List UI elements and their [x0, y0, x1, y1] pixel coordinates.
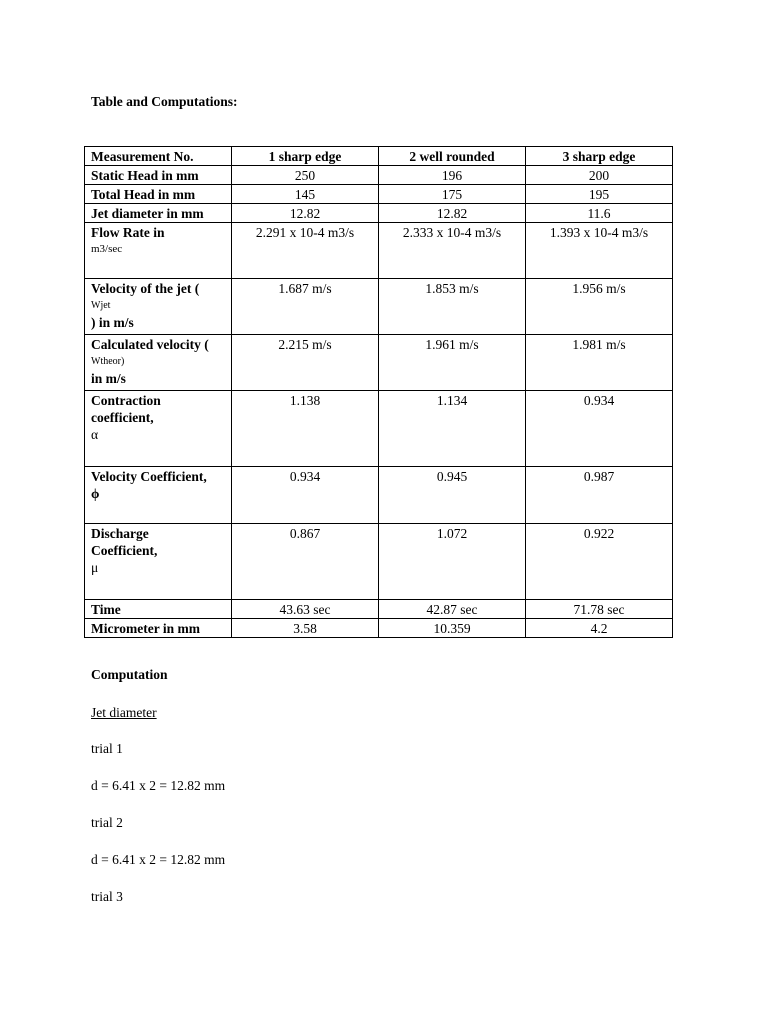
- jet-diameter-subtitle: Jet diameter: [91, 705, 157, 720]
- column-header: 2 well rounded: [379, 147, 526, 166]
- table-cell: 43.63 sec: [232, 600, 379, 619]
- table-cell: 250: [232, 166, 379, 185]
- row-label: Total Head in mm: [85, 185, 232, 204]
- table-row-calculated-velocity: [85, 335, 673, 391]
- table-cell: 0.934: [526, 391, 673, 467]
- table-row-contraction: [85, 391, 673, 467]
- row-label-line: in m/s: [91, 371, 126, 386]
- table-cell: 200: [526, 166, 673, 185]
- table-cell: 2.291 x 10-4 m3/s: [232, 223, 379, 279]
- row-label: [85, 223, 232, 279]
- column-header: 1 sharp edge: [232, 147, 379, 166]
- row-label-line: Calculated velocity (: [91, 337, 209, 352]
- row-label-line: μ: [91, 560, 99, 575]
- row-label: [85, 335, 232, 391]
- table-header-row: [85, 147, 673, 166]
- row-label-line: Velocity of the jet (: [91, 281, 200, 296]
- row-label-line: coefficient,: [91, 410, 154, 425]
- row-label: Static Head in mm: [85, 166, 232, 185]
- row-label-line: Contraction: [91, 393, 161, 408]
- table-cell: 2.333 x 10-4 m3/s: [379, 223, 526, 279]
- table-row-flow-rate: [85, 223, 673, 279]
- table-cell: 10.359: [379, 619, 526, 638]
- measurement-table: [84, 146, 673, 638]
- row-label-line: Velocity Coefficient,: [91, 469, 207, 484]
- row-label-line: Flow Rate in: [91, 225, 165, 240]
- table-cell: 0.867: [232, 524, 379, 600]
- table-cell: 196: [379, 166, 526, 185]
- table-cell: 1.956 m/s: [526, 279, 673, 335]
- table-cell: 11.6: [526, 204, 673, 223]
- row-label: Micrometer in mm: [85, 619, 232, 638]
- row-label: Time: [85, 600, 232, 619]
- table-cell: 0.987: [526, 467, 673, 524]
- table-cell: 0.934: [232, 467, 379, 524]
- table-cell: 1.072: [379, 524, 526, 600]
- row-label-line: α: [91, 427, 99, 442]
- table-row-total-head: [85, 185, 673, 204]
- table-cell: 1.981 m/s: [526, 335, 673, 391]
- table-cell: 1.393 x 10-4 m3/s: [526, 223, 673, 279]
- table-cell: 1.961 m/s: [379, 335, 526, 391]
- table-cell: 1.687 m/s: [232, 279, 379, 335]
- table-cell: 195: [526, 185, 673, 204]
- row-label-line: Discharge: [91, 526, 149, 541]
- row-label: [85, 279, 232, 335]
- row-label-line: ) in m/s: [91, 315, 134, 330]
- table-cell: 42.87 sec: [379, 600, 526, 619]
- table-cell: 0.945: [379, 467, 526, 524]
- table-row-jet-diameter: [85, 204, 673, 223]
- table-row-time: [85, 600, 673, 619]
- table-cell: 12.82: [232, 204, 379, 223]
- table-cell: 4.2: [526, 619, 673, 638]
- computation-line: trial 3: [91, 889, 123, 904]
- computation-line: trial 1: [91, 741, 123, 756]
- table-cell: 12.82: [379, 204, 526, 223]
- table-cell: 71.78 sec: [526, 600, 673, 619]
- row-label: [85, 467, 232, 524]
- table-row-discharge: [85, 524, 673, 600]
- page-heading: Table and Computations:: [91, 94, 238, 109]
- computation-line: d = 6.41 x 2 = 12.82 mm: [91, 778, 226, 793]
- table-cell: 175: [379, 185, 526, 204]
- row-label: [85, 391, 232, 467]
- table-row-static-head: [85, 166, 673, 185]
- table-cell: 1.138: [232, 391, 379, 467]
- table-cell: 1.134: [379, 391, 526, 467]
- column-header: 3 sharp edge: [526, 147, 673, 166]
- table-row-velocity-jet: [85, 279, 673, 335]
- row-label-line: Wtheor): [91, 356, 125, 367]
- table-cell: 2.215 m/s: [232, 335, 379, 391]
- computation-line: trial 2: [91, 815, 123, 830]
- row-label-line: Coefficient,: [91, 543, 158, 558]
- table-cell: 145: [232, 185, 379, 204]
- row-label-line: Wjet: [91, 300, 111, 311]
- column-header: Measurement No.: [85, 147, 232, 166]
- table-cell: 0.922: [526, 524, 673, 600]
- row-label: [85, 524, 232, 600]
- table-row-micrometer: [85, 619, 673, 638]
- row-label-line: m3/sec: [91, 243, 123, 255]
- table-row-velocity-coefficient: [85, 467, 673, 524]
- row-label: Jet diameter in mm: [85, 204, 232, 223]
- computation-line: d = 6.41 x 2 = 12.82 mm: [91, 852, 226, 867]
- table-cell: 1.853 m/s: [379, 279, 526, 335]
- computation-title: Computation: [91, 667, 168, 682]
- row-label-line: ϕ: [91, 486, 100, 501]
- table-cell: 3.58: [232, 619, 379, 638]
